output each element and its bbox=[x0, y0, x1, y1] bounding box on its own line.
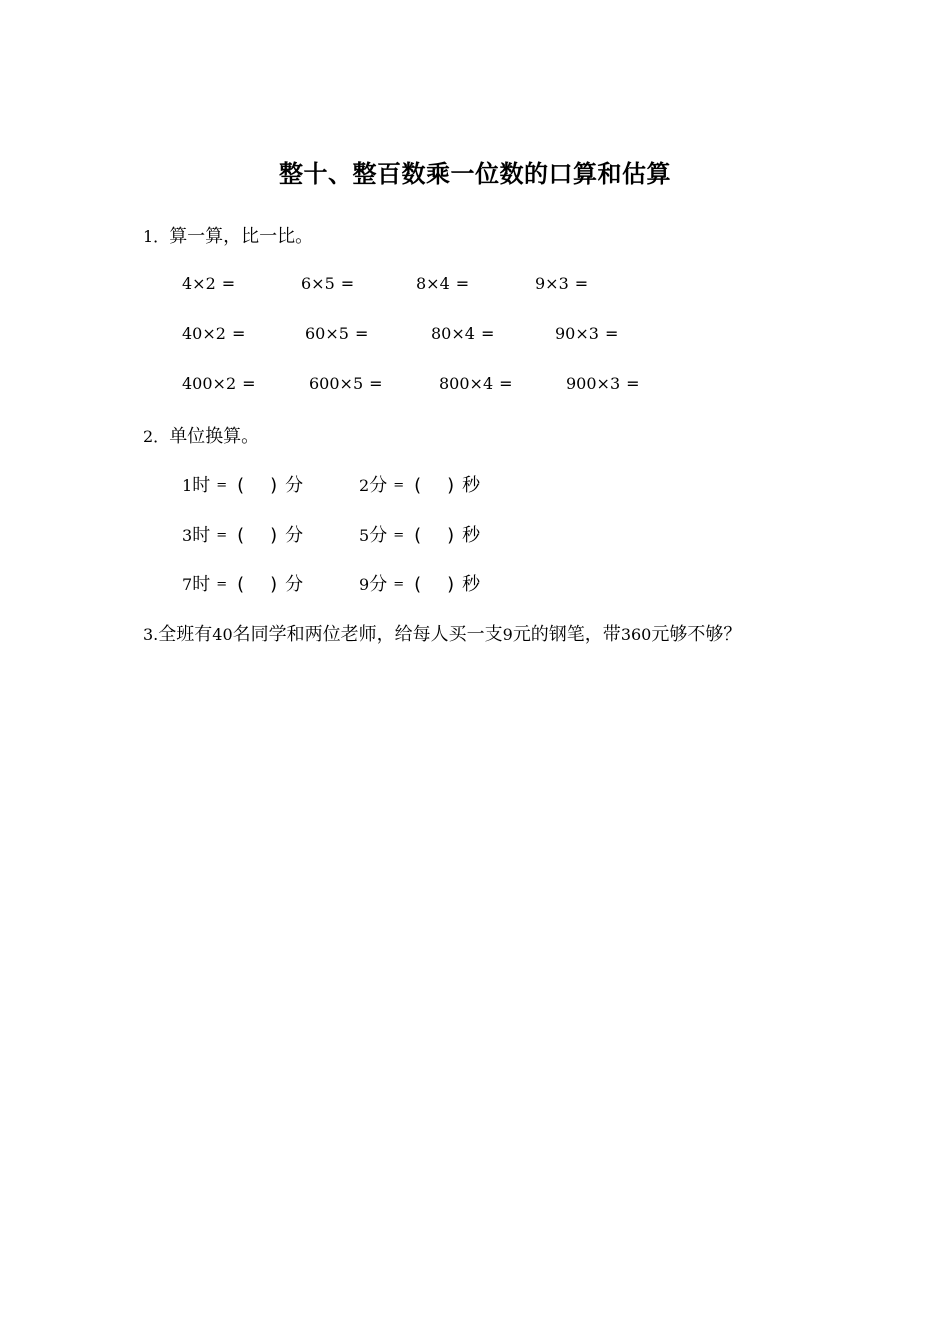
calc-item bbox=[182, 324, 245, 343]
equals-sign: = bbox=[393, 478, 405, 493]
question-3-number: 3. bbox=[143, 625, 159, 644]
result-unit: 分 bbox=[285, 525, 304, 546]
equals-sign: = bbox=[216, 528, 228, 543]
equals-sign: = bbox=[574, 274, 589, 293]
result-unit: 秒 bbox=[462, 574, 481, 595]
question-1-number: 1． bbox=[143, 227, 170, 246]
calc-expression: 400×2 bbox=[182, 374, 237, 393]
equals-sign: = bbox=[216, 577, 228, 592]
answer-blank-close: ) bbox=[447, 475, 455, 496]
conversion-item bbox=[182, 570, 303, 596]
question-1-text: 算一算，比一比。 bbox=[169, 226, 314, 247]
equals-sign: = bbox=[242, 374, 256, 393]
conversion-unit: 分 bbox=[369, 525, 388, 546]
equals-sign: = bbox=[221, 274, 236, 293]
question-2-text: 单位换算。 bbox=[169, 426, 260, 447]
equals-sign: = bbox=[369, 374, 383, 393]
calc-expression: 90×3 bbox=[555, 324, 599, 343]
question-3-text: 元的钢笔，带 bbox=[512, 624, 621, 645]
answer-blank-open: ( bbox=[414, 574, 422, 595]
equals-sign: = bbox=[231, 324, 246, 343]
answer-blank-open: ( bbox=[237, 574, 245, 595]
calc-expression: 900×3 bbox=[566, 374, 621, 393]
answer-blank-open: ( bbox=[414, 525, 422, 546]
conversion-number: 3 bbox=[182, 526, 193, 545]
answer-blank-open: ( bbox=[237, 525, 245, 546]
answer-blank-close: ) bbox=[447, 574, 455, 595]
result-unit: 分 bbox=[285, 574, 304, 595]
calc-expression: 60×5 bbox=[305, 324, 349, 343]
calc-expression: 800×4 bbox=[439, 374, 494, 393]
question-3-value: 40 bbox=[212, 625, 233, 644]
calc-item bbox=[566, 374, 640, 393]
calc-expression: 600×5 bbox=[309, 374, 364, 393]
result-unit: 秒 bbox=[462, 475, 481, 496]
calc-item bbox=[301, 274, 354, 293]
calc-item bbox=[555, 324, 618, 343]
answer-blank-open: ( bbox=[237, 475, 245, 496]
answer-blank-close: ) bbox=[270, 525, 278, 546]
calc-expression: 9×3 bbox=[535, 274, 569, 293]
question-3 bbox=[143, 620, 741, 646]
calc-item bbox=[182, 274, 235, 293]
equals-sign: = bbox=[604, 324, 619, 343]
calc-item bbox=[309, 374, 383, 393]
conversion-number: 2 bbox=[359, 476, 370, 495]
equals-sign: = bbox=[455, 274, 470, 293]
conversion-number: 7 bbox=[182, 575, 193, 594]
question-3-value: 360 bbox=[620, 625, 652, 644]
calc-item bbox=[439, 374, 513, 393]
conversion-number: 1 bbox=[182, 476, 193, 495]
equals-sign: = bbox=[480, 324, 495, 343]
page-title: 整十、整百数乘一位数的口算和估算 bbox=[279, 160, 671, 188]
answer-blank-close: ) bbox=[270, 574, 278, 595]
conversion-number: 9 bbox=[359, 575, 370, 594]
conversion-item bbox=[359, 471, 480, 497]
equals-sign: = bbox=[340, 274, 355, 293]
calc-item bbox=[182, 374, 256, 393]
result-unit: 秒 bbox=[462, 525, 481, 546]
calc-expression: 8×4 bbox=[416, 274, 450, 293]
calc-expression: 40×2 bbox=[182, 324, 226, 343]
calc-item bbox=[305, 324, 368, 343]
conversion-item bbox=[182, 471, 303, 497]
calc-item bbox=[431, 324, 494, 343]
question-2-number: 2． bbox=[143, 427, 170, 446]
question-2-heading bbox=[143, 422, 259, 448]
calc-expression: 4×2 bbox=[182, 274, 216, 293]
calc-item bbox=[535, 274, 588, 293]
equals-sign: = bbox=[354, 324, 369, 343]
question-3-text: 元够不够？ bbox=[651, 624, 742, 645]
question-3-text: 名同学和两位老师，给每人买一支 bbox=[232, 624, 503, 645]
calc-item bbox=[416, 274, 469, 293]
question-1-heading bbox=[143, 222, 313, 248]
conversion-number: 5 bbox=[359, 526, 370, 545]
result-unit: 分 bbox=[285, 475, 304, 496]
question-3-value: 9 bbox=[502, 625, 513, 644]
equals-sign: = bbox=[216, 478, 228, 493]
conversion-item bbox=[182, 521, 303, 547]
conversion-unit: 分 bbox=[369, 574, 388, 595]
equals-sign: = bbox=[393, 528, 405, 543]
answer-blank-close: ) bbox=[447, 525, 455, 546]
question-3-text: 全班有 bbox=[158, 624, 213, 645]
calc-expression: 80×4 bbox=[431, 324, 475, 343]
equals-sign: = bbox=[393, 577, 405, 592]
conversion-unit: 时 bbox=[192, 475, 211, 496]
equals-sign: = bbox=[499, 374, 513, 393]
equals-sign: = bbox=[626, 374, 640, 393]
answer-blank-close: ) bbox=[270, 475, 278, 496]
conversion-unit: 时 bbox=[192, 574, 211, 595]
calc-expression: 6×5 bbox=[301, 274, 335, 293]
conversion-unit: 时 bbox=[192, 525, 211, 546]
conversion-unit: 分 bbox=[369, 475, 388, 496]
answer-blank-open: ( bbox=[414, 475, 422, 496]
conversion-item bbox=[359, 521, 480, 547]
conversion-item bbox=[359, 570, 480, 596]
